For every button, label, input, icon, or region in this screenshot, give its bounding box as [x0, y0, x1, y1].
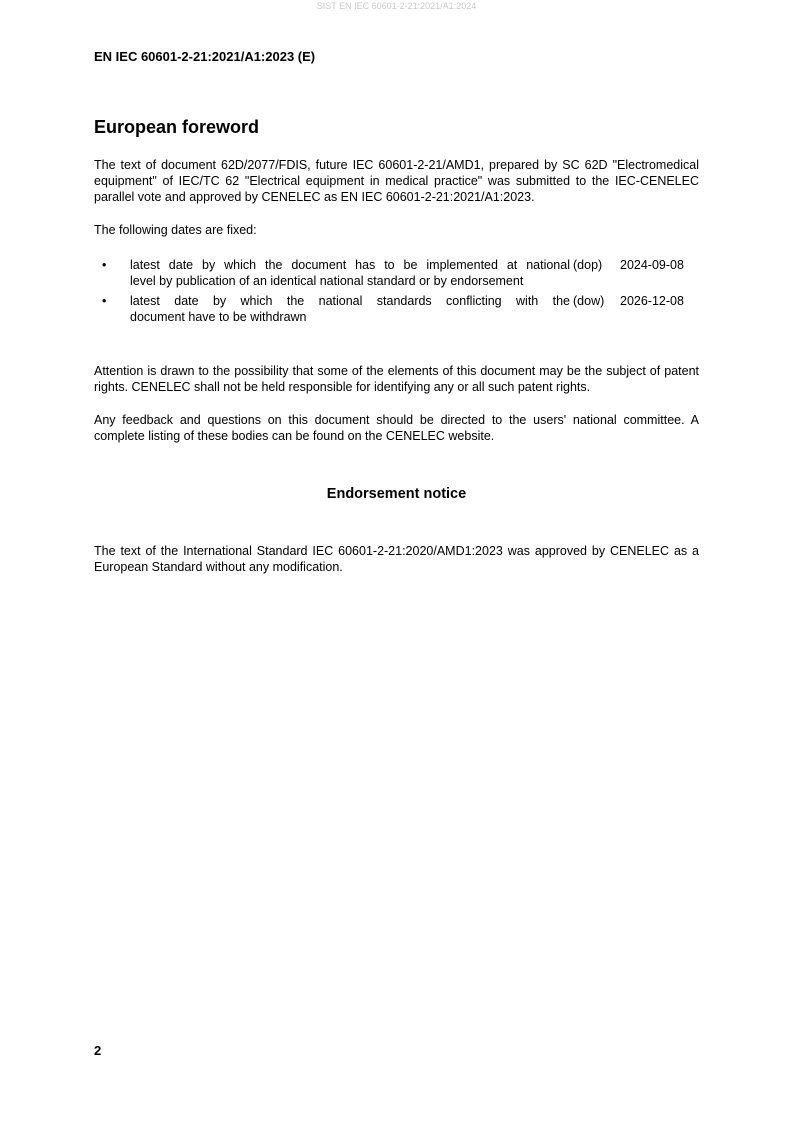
- date-code: (dop): [573, 258, 603, 272]
- date-description-line1: latest date by which the national standards conflicting with the: [130, 294, 570, 308]
- foreword-title: European foreword: [94, 117, 260, 137]
- document-id: EN IEC 60601-2-21:2021/A1:2023 (E): [94, 49, 316, 64]
- page-number: 2: [94, 1043, 102, 1058]
- date-code: (dow): [573, 294, 605, 308]
- date-value: 2024-09-08: [620, 258, 684, 272]
- date-description-line1: latest date by which the document has to be implemented at national: [130, 258, 570, 272]
- dates-intro-paragraph: The following dates are fixed:: [94, 223, 257, 237]
- date-description: [130, 257, 570, 289]
- date-description: [130, 293, 570, 325]
- endorsement-title: Endorsement notice: [326, 486, 467, 502]
- feedback-paragraph: Any feedback and questions on this document should be directed to the users' national committee. A complete listing of these bodies can be found on the CENELEC website.: [94, 413, 699, 443]
- date-item-dop: [94, 257, 699, 289]
- date-value: 2026-12-08: [620, 294, 684, 308]
- patent-notice-paragraph: Attention is drawn to the possibility that some of the elements of this document may be the subject of patent rights. CENELEC shall not be held responsible for identifying any or all such patent rights.: [94, 364, 699, 394]
- date-item-dow: [94, 293, 699, 325]
- date-description-line2: level by publication of an identical national standard or by endorsement: [130, 274, 524, 288]
- endorsement-paragraph: The text of the International Standard IEC 60601-2-21:2020/AMD1:2023 was approved by CENELEC as a European Standard without any modification.: [94, 544, 699, 574]
- dates-list: [94, 257, 699, 329]
- bullet-icon: •: [102, 258, 107, 272]
- bullet-icon: •: [102, 294, 107, 308]
- watermark: SIST EN IEC 60601-2-21:2021/A1:2024: [316, 1, 477, 11]
- date-description-line2: document have to be withdrawn: [130, 310, 307, 324]
- foreword-intro-paragraph: The text of document 62D/2077/FDIS, future IEC 60601-2-21/AMD1, prepared by SC 62D "Electromedical equipment" of IEC/TC 62 "Electrical equipment in medical practice" was submitted to the IEC-CENELEC parallel vote and approved by CENELEC as EN IEC 60601-2-21:2021/A1:2023.: [94, 158, 699, 204]
